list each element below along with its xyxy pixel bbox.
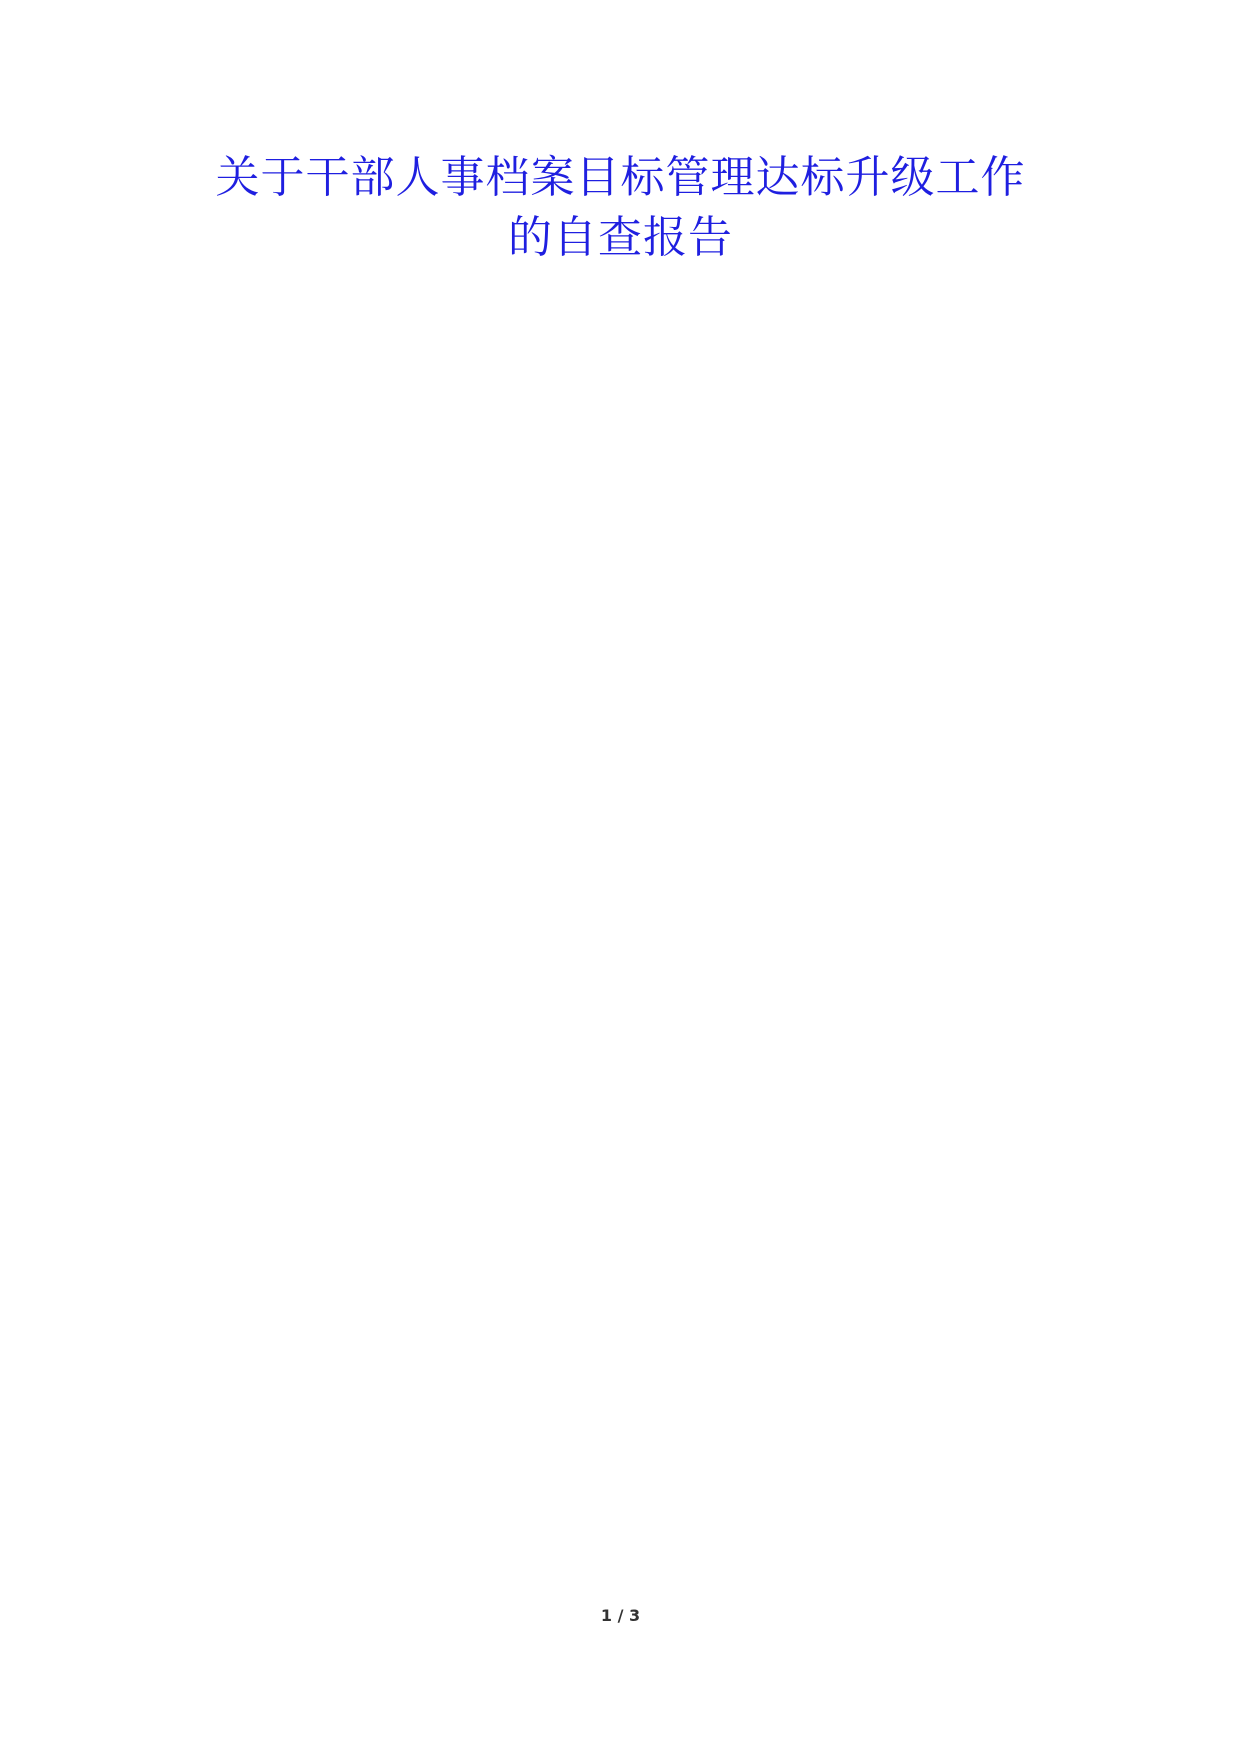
title-line-2: 的自查报告 [508,212,733,263]
body-line [190,484,1052,548]
body-line [190,1062,1052,1126]
page-number: 1 / 3 [600,1606,641,1625]
document-title [150,148,1091,268]
body-line [190,356,1052,420]
body-line [190,741,1052,805]
body-line [190,934,1052,998]
document-body [190,356,1052,1640]
body-line [190,1319,1052,1383]
body-line [190,998,1052,1062]
body-line [190,613,1052,677]
body-line [190,805,1052,869]
body-line [190,1383,1052,1447]
body-line [190,870,1052,934]
body-line [190,1126,1052,1190]
body-line [190,1190,1052,1254]
body-line [190,1255,1052,1319]
title-line-1: 关于干部人事档案目标管理达标升级工作 [215,152,1026,203]
body-line [190,677,1052,741]
body-line [190,420,1052,484]
body-line [190,549,1052,613]
body-line [190,1447,1052,1511]
body-line [190,1511,1052,1575]
